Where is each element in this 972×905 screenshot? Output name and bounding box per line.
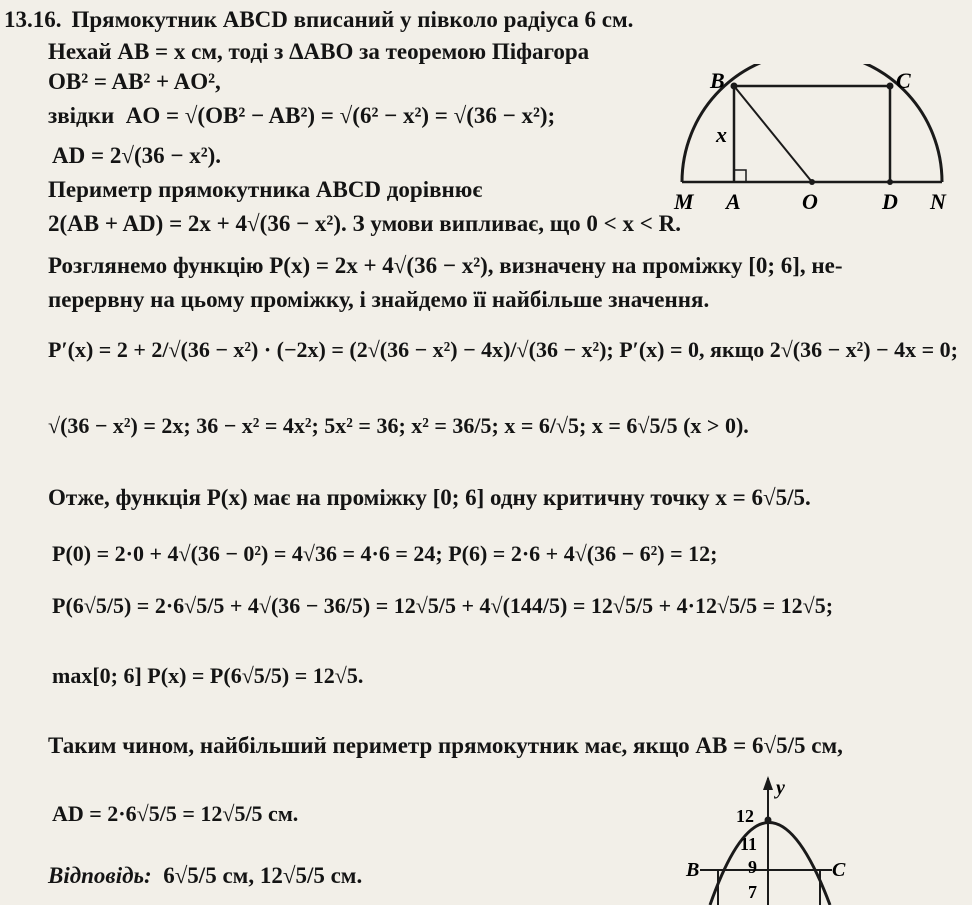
graph-peak-point <box>765 817 772 824</box>
y-axis-label: y <box>776 777 785 799</box>
max-value: max[0; 6] P(x) = P(6√5/5) = 12√5. <box>52 663 364 688</box>
point-c <box>887 83 894 90</box>
point-b <box>731 83 738 90</box>
graph-label-b: B <box>686 859 700 881</box>
label-c: C <box>896 68 911 93</box>
endpoint-values: P(0) = 2·0 + 4√(36 − 0²) = 4√36 = 4·6 = 24; P(6) = 2·6 + 4√(36 − 6²) = 12; <box>52 541 718 566</box>
ad-formula: AD = 2√(36 − x²). <box>52 143 222 168</box>
perimeter-text: Периметр прямокутника ABCD дорівнює <box>48 177 483 202</box>
right-angle-mark <box>734 170 746 182</box>
graph-label-c: C <box>832 859 846 881</box>
segment-bo <box>734 86 812 182</box>
conclusion-text: Таким чином, найбільший периметр прямокутник має, якщо AB = 6√5/5 см, <box>48 733 843 758</box>
label-a: A <box>726 189 741 214</box>
tick-12: 12 <box>736 806 754 826</box>
point-o <box>809 179 815 185</box>
label-m: M <box>674 189 694 214</box>
problem-statement: Прямокутник ABCD вписаний у півколо радіуса 6 см. <box>71 7 634 32</box>
pythagoras-formula: OB² = AB² + AO², <box>48 69 221 94</box>
solution-para-1b: перервну на цьому проміжку, і знайдемо її найбільше значення. <box>48 287 710 312</box>
label-d: D <box>882 189 898 214</box>
solve-equation: √(36 − x²) = 2x; 36 − x² = 4x²; 5x² = 36; x² = 36/5; x = 6/√5; x = 6√5/5 (x > 0). <box>48 413 749 438</box>
parabola-curve <box>710 823 830 905</box>
ad-result: AD = 2·6√5/5 = 12√5/5 см. <box>52 801 299 826</box>
answer-line <box>48 862 362 890</box>
ao-expression: AO = √(OB² − AB²) = √(6² − x²) = √(36 − x²); <box>125 103 556 128</box>
label-b: B <box>710 68 725 93</box>
problem-line-2: Нехай AB = x см, тоді з ΔABO за теоремою Піфагора <box>48 39 590 64</box>
y-axis-arrow <box>763 776 773 790</box>
derivative-formula: P′(x) = 2 + 2/√(36 − x²) · (−2x) = (2√(36 − x²) − 4x)/√(36 − x²); P′(x) = 0, якщо 2√(36 − x²) − 4x = 0; <box>48 337 958 362</box>
ao-formula <box>48 102 555 130</box>
critical-value: P(6√5/5) = 2·6√5/5 + 4√(36 − 36/5) = 12√5/5 + 4√(144/5) = 12√5/5 + 4·12√5/5 = 12√5; <box>52 593 834 618</box>
tick-7: 7 <box>748 882 757 902</box>
answer-value: 6√5/5 см, 12√5/5 см. <box>163 863 363 888</box>
solution-para-1a: Розглянемо функцію P(x) = 2x + 4√(36 − x²), визначену на проміжку [0; 6], не- <box>48 253 843 278</box>
label-n: N <box>930 189 946 214</box>
problem-title-line <box>4 6 633 34</box>
perimeter-formula: 2(AB + AD) = 2x + 4√(36 − x²). З умови випливає, що 0 < x < R. <box>48 211 681 236</box>
tick-9: 9 <box>748 857 757 877</box>
ao-prefix: звідки <box>48 103 115 128</box>
tick-11: 11 <box>740 834 758 854</box>
label-x: x <box>716 122 727 147</box>
semicircle-figure <box>660 64 960 214</box>
answer-label: Відповідь: <box>48 863 152 888</box>
label-o: O <box>802 189 818 214</box>
critical-point-text: Отже, функція P(x) має на проміжку [0; 6] одну критичну точку x = 6√5/5. <box>48 485 811 510</box>
problem-number: 13.16. <box>4 7 62 32</box>
point-d <box>887 179 893 185</box>
function-graph <box>670 770 860 905</box>
